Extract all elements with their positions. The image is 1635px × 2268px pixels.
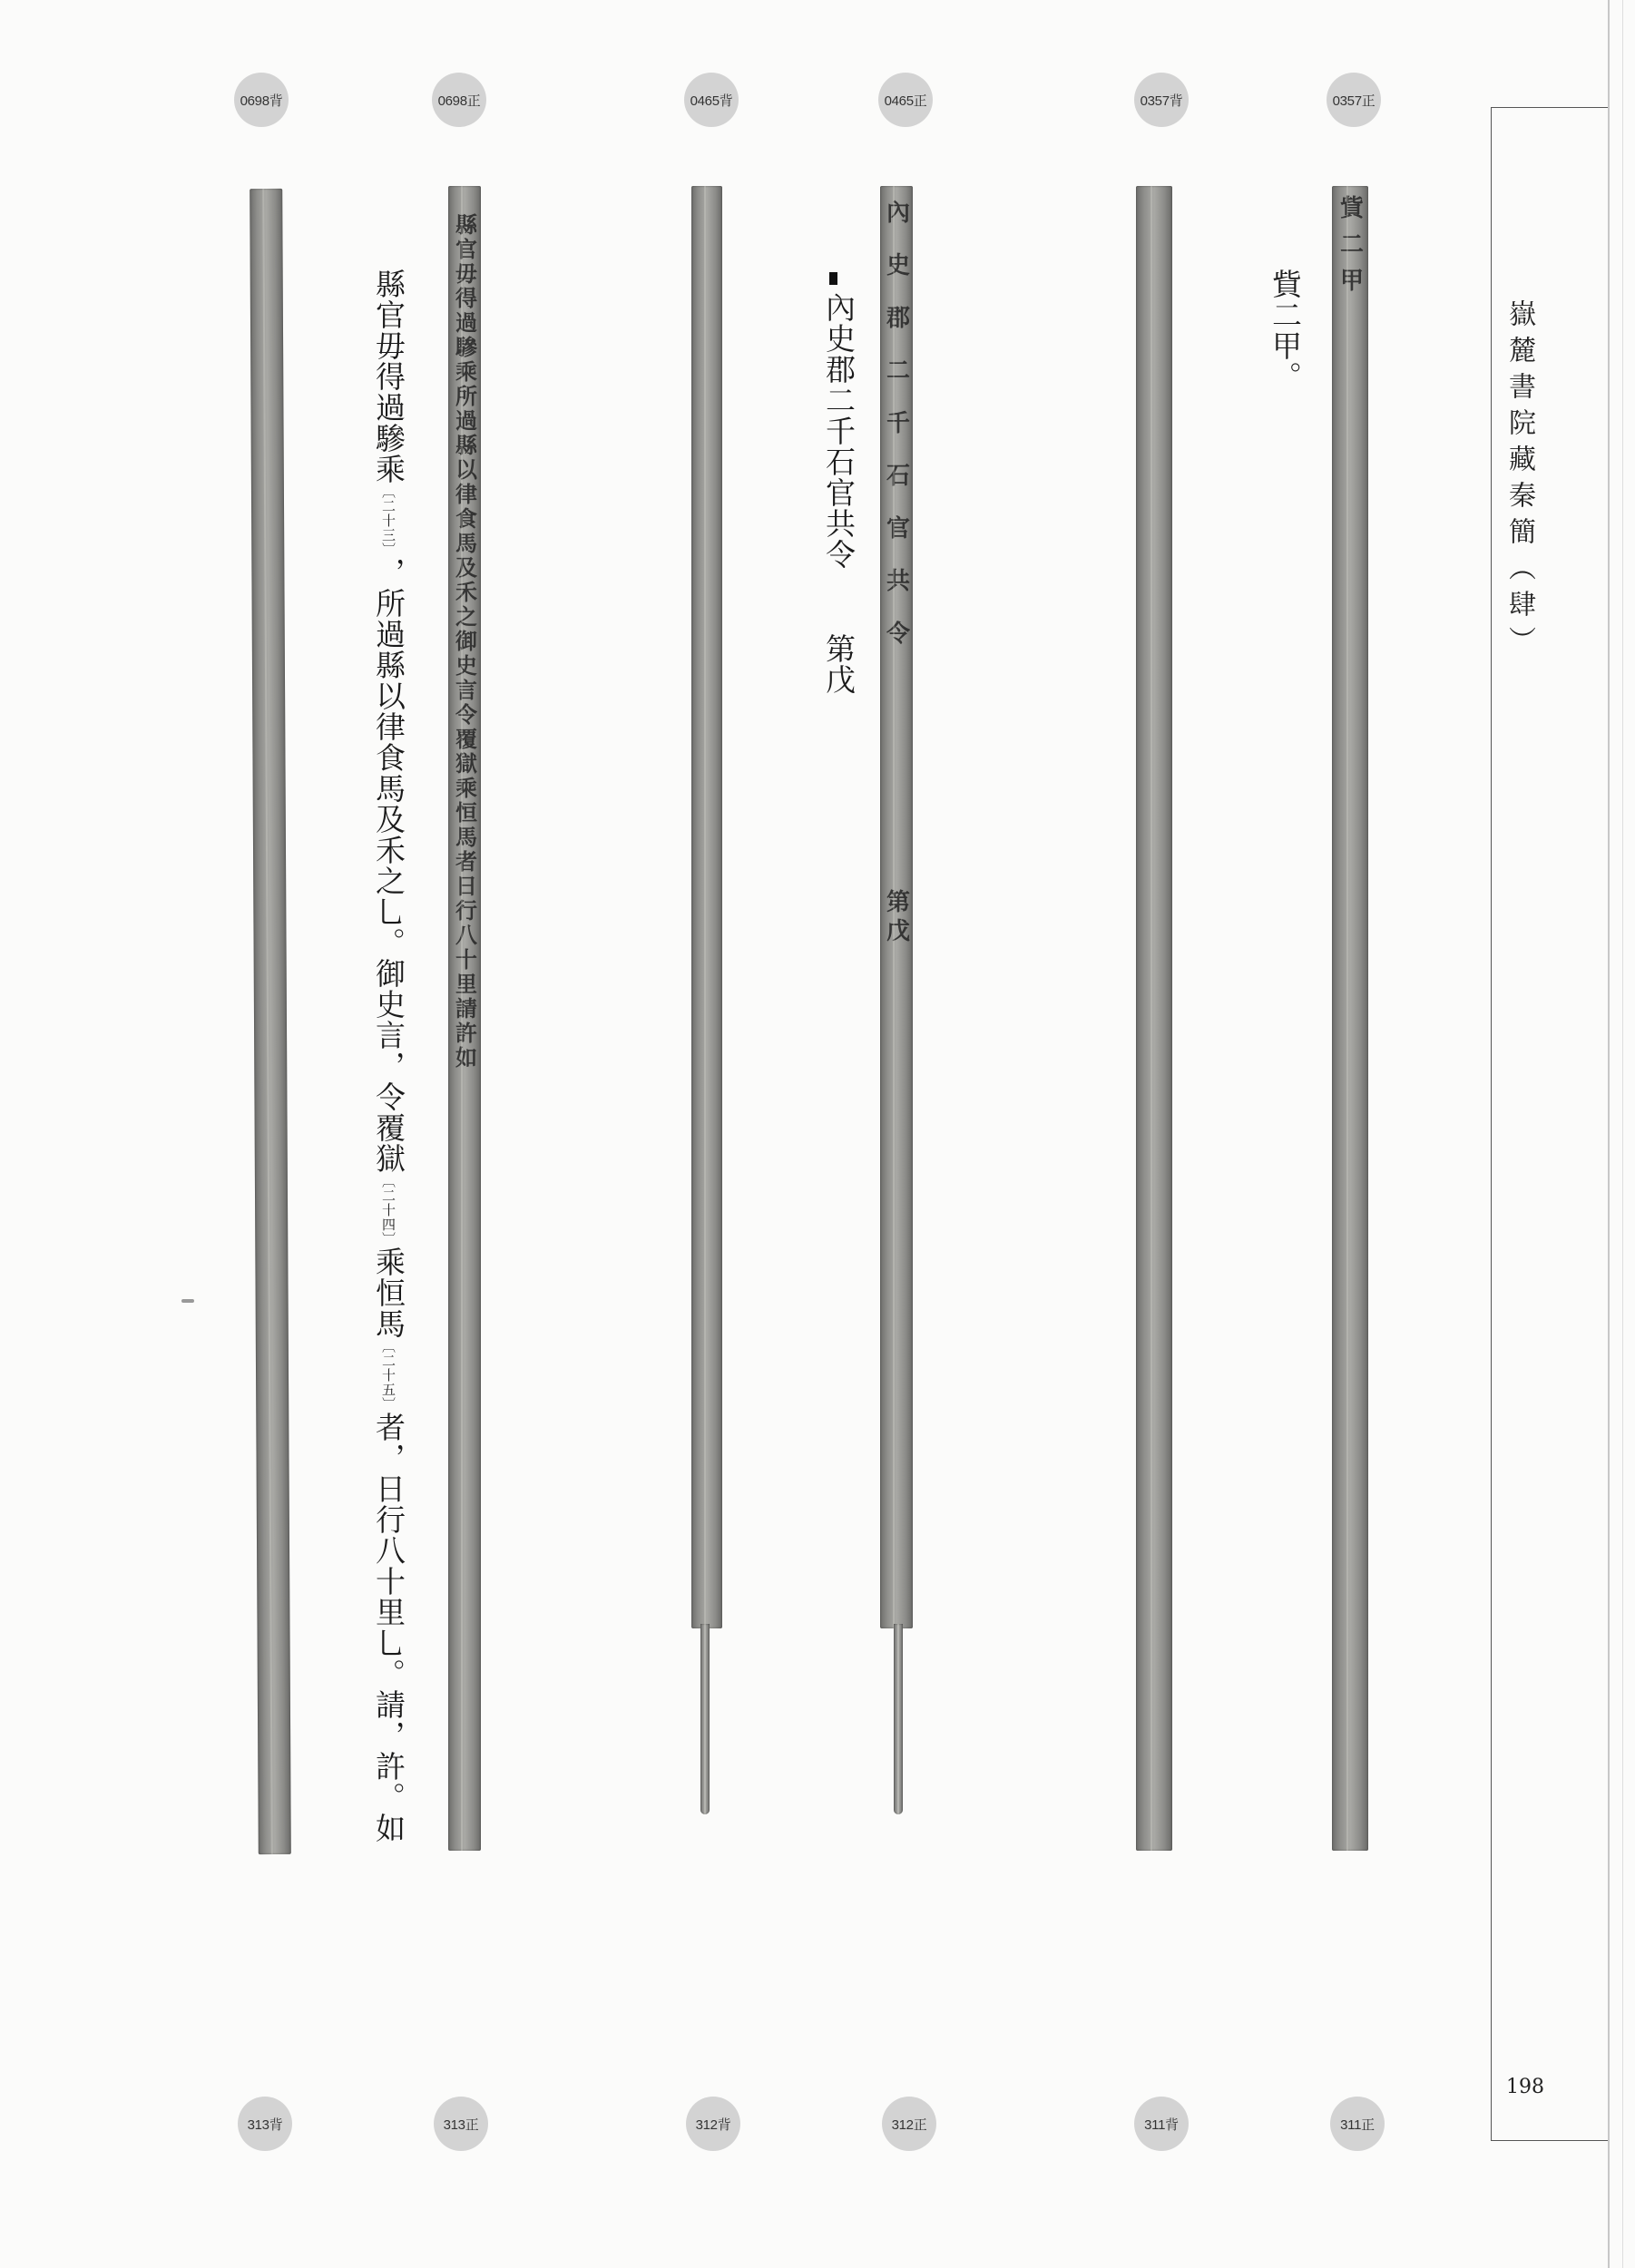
section-marker bbox=[829, 272, 837, 285]
footnote-ref-24: 〔二十四〕 bbox=[380, 1174, 397, 1246]
transcription-312-section: 第戊 bbox=[821, 633, 857, 695]
strip-number-312-back: 312背 bbox=[686, 2097, 740, 2151]
bamboo-strip-0698-front bbox=[448, 186, 481, 1851]
bamboo-strip-0465-back bbox=[691, 186, 722, 1628]
page-edge bbox=[1608, 0, 1610, 2268]
transcription-312-title: 內史郡二千石官共令 bbox=[821, 292, 857, 570]
bamboo-strip-0357-back bbox=[1136, 186, 1172, 1851]
strip-ink-0357-front: 貲二甲 bbox=[1336, 195, 1364, 304]
strip-label-0357-front: 0357正 bbox=[1327, 73, 1381, 127]
footnote-ref-23: 〔二十三〕 bbox=[380, 484, 397, 557]
strip-number-311-front: 311正 bbox=[1330, 2097, 1385, 2151]
scan-smudge bbox=[181, 1299, 194, 1303]
strip-label-0698-front: 0698正 bbox=[432, 73, 486, 127]
transcription-312 bbox=[821, 292, 857, 695]
strip-number-313-back: 313背 bbox=[238, 2097, 292, 2151]
bamboo-strip-0698-back bbox=[250, 189, 291, 1854]
transcription-313-text-1: 縣官毋得過驂乘 bbox=[371, 269, 406, 484]
transcription-313-text-2: ，所過縣以律食馬及禾之 bbox=[371, 557, 406, 896]
strip-label-0698-back: 0698背 bbox=[234, 73, 289, 127]
strip-ink-0465-front: 內史郡二千石官共令 bbox=[882, 200, 910, 673]
strip-ink-0465-front-lower: 第戊 bbox=[882, 889, 910, 947]
strip-number-312-front: 312正 bbox=[882, 2097, 936, 2151]
strip-label-0465-front: 0465正 bbox=[878, 73, 933, 127]
transcription-313-text-4: 乘恒馬 bbox=[371, 1246, 406, 1339]
strip-label-0357-back: 0357背 bbox=[1134, 73, 1189, 127]
bamboo-strip-0465-front bbox=[880, 186, 913, 1628]
strip-label-0465-back: 0465背 bbox=[684, 73, 739, 127]
bamboo-strip-0357-front bbox=[1332, 186, 1368, 1851]
page-number: 198 bbox=[1506, 2076, 1544, 2098]
bamboo-strip-0465-front-tail bbox=[894, 1624, 903, 1814]
book-title: 嶽麓書院藏秦簡（肆） bbox=[1503, 299, 1535, 662]
transcription-311: 貲二甲。 bbox=[1268, 269, 1303, 392]
strip-number-313-front: 313正 bbox=[434, 2097, 488, 2151]
page-edge-inner bbox=[1622, 0, 1623, 2268]
strip-number-311-back: 311背 bbox=[1134, 2097, 1189, 2151]
transcription-313 bbox=[371, 269, 406, 1843]
transcription-313-text-5: 者，日行八十里乚。請，許。如 bbox=[371, 1412, 406, 1843]
transcription-313-text-3: 乚。御史言，令覆獄 bbox=[371, 896, 406, 1174]
footnote-ref-25: 〔二十五〕 bbox=[380, 1339, 397, 1412]
bamboo-strip-0465-back-tail bbox=[700, 1624, 710, 1814]
strip-ink-0698-front: 縣官毋得過驂乘所過縣以律食馬及禾之御史言令覆獄乘恒馬者日行八十里請許如 bbox=[451, 213, 478, 1070]
